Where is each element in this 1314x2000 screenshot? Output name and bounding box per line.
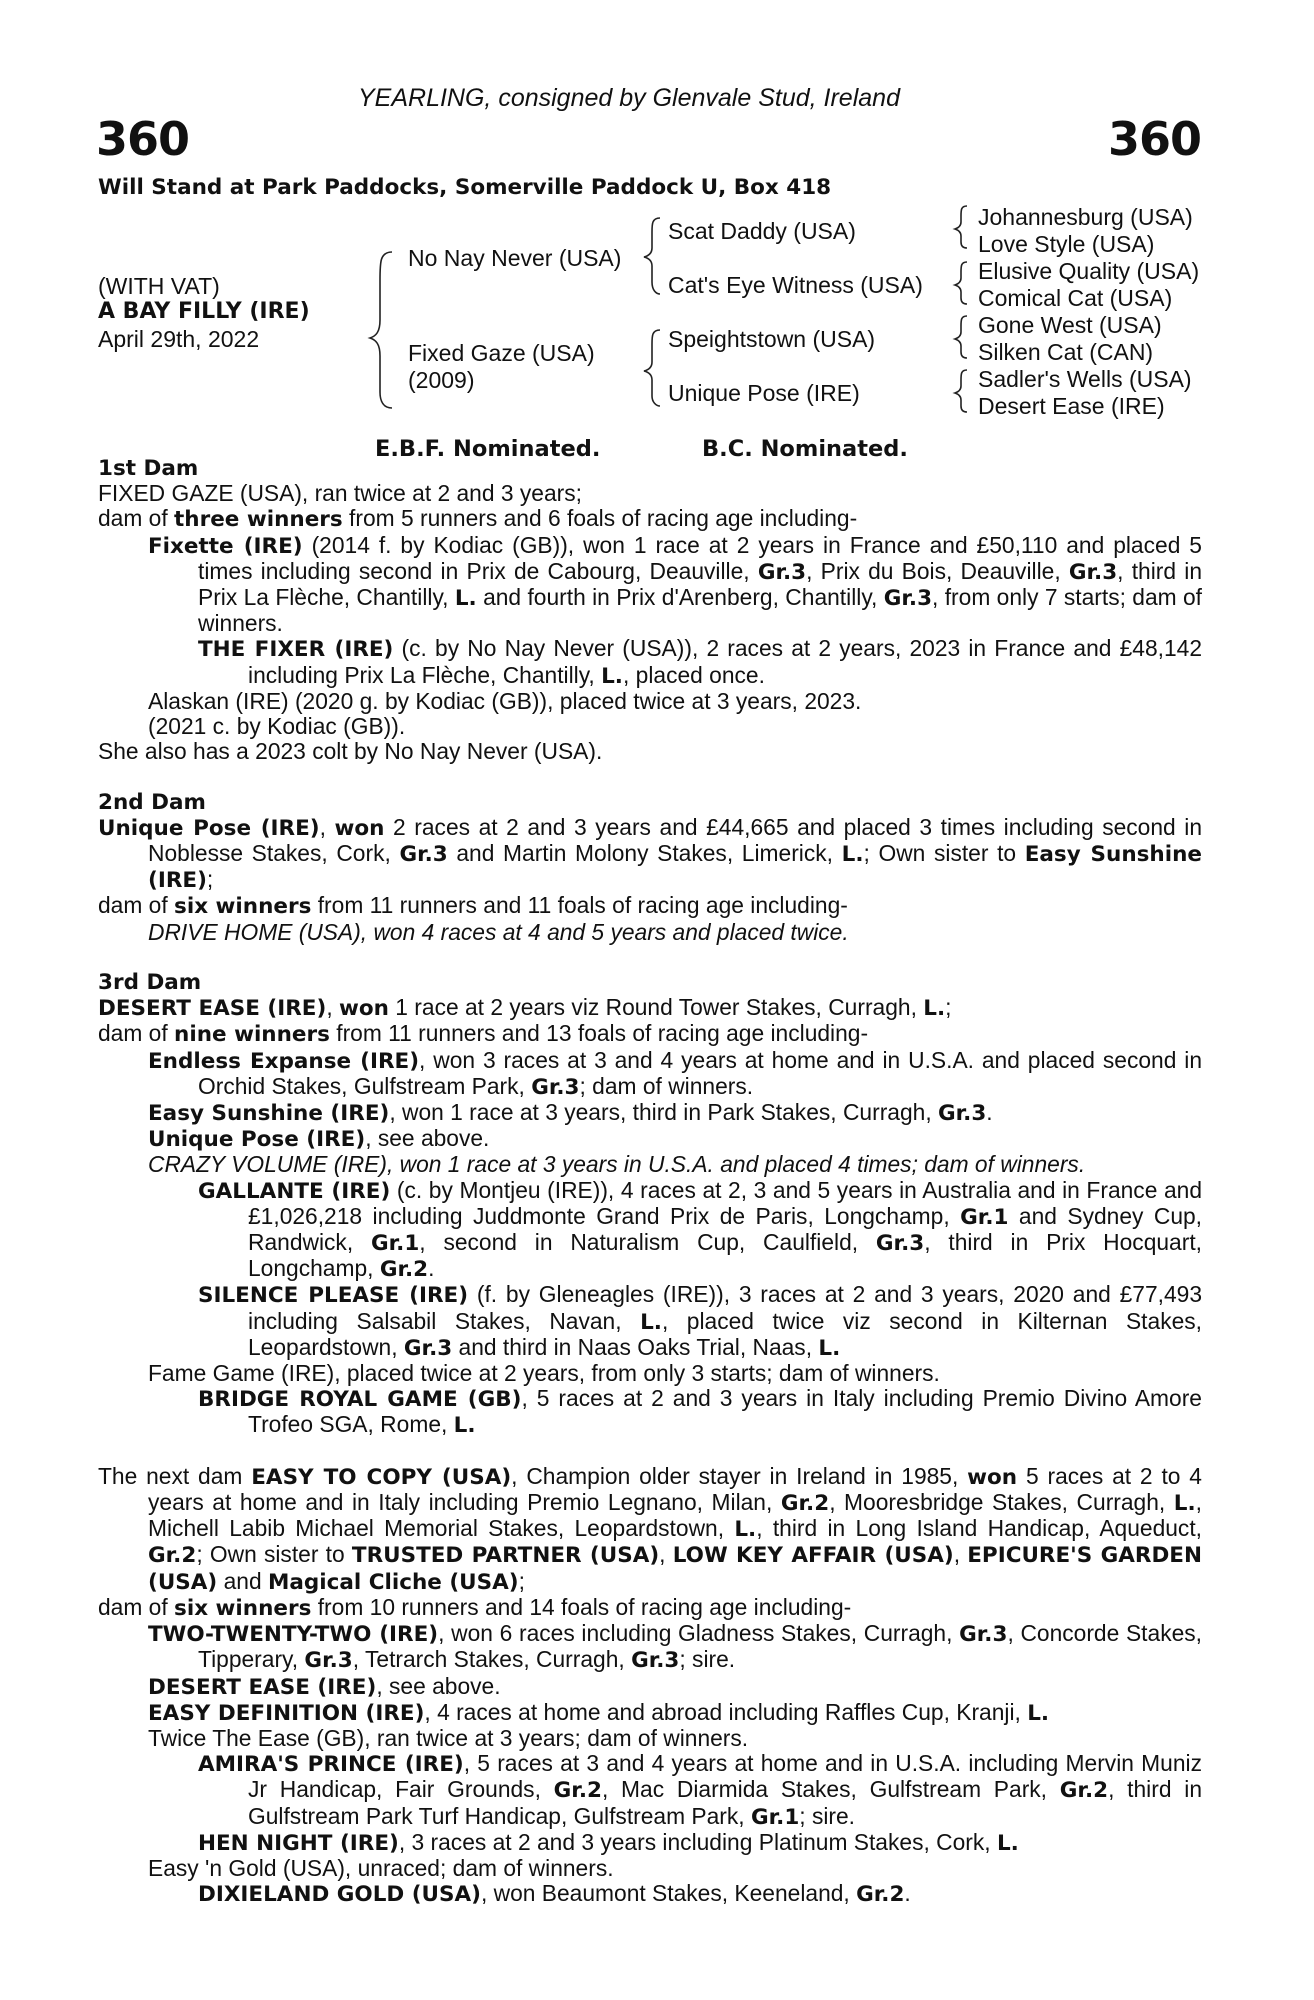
second-dam-produce: dam of six winners from 11 runners and 11 foals of racing age including- bbox=[98, 892, 848, 920]
progeny-hen-night: HEN NIGHT (IRE), 3 races at 2 and 3 years including Platinum Stakes, Cork, L. bbox=[198, 1828, 1019, 1856]
ds-brace bbox=[955, 316, 967, 358]
progeny-unique-pose: Unique Pose (IRE), see above. bbox=[148, 1125, 490, 1153]
second-dam-record: Unique Pose (IRE), won 2 races at 2 and 3 years and £44,665 and placed 3 times including second in Noblesse Stakes, Cork, Gr.3 and Martin Molony Stakes, Limerick, L.; Own sister to Easy Sunshine (IRE); bbox=[98, 813, 1203, 894]
third-dam-heading: 3rd Dam bbox=[98, 970, 202, 996]
foaling-date: April 29th, 2022 bbox=[98, 326, 260, 352]
progeny-desert-ease: DESERT EASE (IRE), see above. bbox=[148, 1672, 501, 1700]
vat-note: (WITH VAT) bbox=[98, 273, 220, 299]
catalogue-body bbox=[98, 456, 1202, 1907]
dd-brace bbox=[955, 370, 967, 412]
sd-dam: Comical Cat (USA) bbox=[978, 285, 1173, 311]
ss-dam: Love Style (USA) bbox=[978, 231, 1155, 257]
progeny-easy-sunshine: Easy Sunshine (IRE), won 1 race at 3 years, third in Park Stakes, Curragh, Gr.3. bbox=[148, 1099, 993, 1127]
dd-sire: Sadler's Wells (USA) bbox=[978, 366, 1192, 392]
progeny-alaskan: Alaskan (IRE) (2020 g. by Kodiac (GB)), placed twice at 3 years, 2023. bbox=[148, 687, 862, 714]
progeny-endless-expanse: Endless Expanse (IRE), won 3 races at 3 and 4 years at home and in U.S.A. and placed second in Orchid Stakes, Gulfstream Park, Gr.3; dam of winners. bbox=[148, 1046, 1203, 1100]
sire-brace bbox=[644, 218, 660, 294]
bc-nomination: B.C. Nominated. bbox=[702, 436, 908, 462]
progeny-drive-home: DRIVE HOME (USA), won 4 races at 4 and 5 years and placed twice. bbox=[148, 918, 849, 945]
ds-dam: Silken Cat (CAN) bbox=[978, 339, 1154, 365]
progeny-2021-colt: (2021 c. by Kodiac (GB)). bbox=[148, 713, 406, 740]
next-dam-produce: dam of six winners from 10 runners and 14 foals of racing age including- bbox=[98, 1593, 852, 1621]
progeny-twice-the-ease: Twice The Ease (GB), ran twice at 3 years; dam of winners. bbox=[148, 1724, 749, 1751]
sire-name: No Nay Never (USA) bbox=[408, 245, 622, 271]
sire-sire: Scat Daddy (USA) bbox=[668, 218, 856, 244]
consignment-subtitle: YEARLING, consigned by Glenvale Stud, Ireland bbox=[358, 84, 900, 112]
ds-sire: Gone West (USA) bbox=[978, 312, 1162, 338]
horse-name: A BAY FILLY (IRE) bbox=[98, 299, 310, 324]
dd-dam: Desert Ease (IRE) bbox=[978, 393, 1165, 419]
progeny-bridge-royal-game: BRIDGE ROYAL GAME (GB), 5 races at 2 and 3 years in Italy including Premio Divino Amore Trofeo SGA, Rome, L. bbox=[198, 1385, 1202, 1439]
progeny-easy-definition: EASY DEFINITION (IRE), 4 races at home and abroad including Raffles Cup, Kranji, L. bbox=[148, 1698, 1050, 1726]
dam-dam: Unique Pose (IRE) bbox=[668, 380, 860, 406]
main-brace bbox=[370, 252, 392, 408]
first-dam-heading: 1st Dam bbox=[98, 456, 199, 481]
progeny-dixieland-gold: DIXIELAND GOLD (USA), won Beaumont Stakes, Keeneland, Gr.2. bbox=[198, 1880, 911, 1908]
third-dam-produce: dam of nine winners from 11 runners and 13 foals of racing age including- bbox=[98, 1020, 869, 1048]
progeny-2023-colt: She also has a 2023 colt by No Nay Never (USA). bbox=[98, 738, 603, 765]
sire-dam: Cat's Eye Witness (USA) bbox=[668, 272, 923, 298]
progeny-gallante: GALLANTE (IRE) (c. by Montjeu (IRE)), 4 races at 2, 3 and 5 years in Australia and in France and £1,026,218 including Juddmonte Grand Prix de Paris, Longchamp, Gr.1 and Sydney Cup, Randwick, Gr.1, second in Naturalism Cup, Caulfield, Gr.3, third in Prix Hocquart, Longchamp, Gr.2. bbox=[198, 1176, 1203, 1283]
horse-the-fixer: THE FIXER (IRE) bbox=[198, 637, 394, 663]
ss-brace bbox=[955, 206, 967, 248]
sd-sire: Elusive Quality (USA) bbox=[978, 258, 1200, 284]
dam-brace bbox=[644, 330, 660, 406]
lot-number-right: 360 bbox=[1108, 112, 1202, 166]
progeny-fame-game: Fame Game (IRE), placed twice at 2 years, from only 3 starts; dam of winners. bbox=[148, 1360, 940, 1387]
horse-fixette: Fixette (IRE) bbox=[148, 533, 303, 559]
progeny-silence-please: SILENCE PLEASE (IRE) (f. by Gleneagles (IRE)), 3 races at 2 and 3 years, 2020 and £77,493 including Salsabil Stakes, Navan, L., placed twice viz second in Kilternan Stakes, Leopardstown, Gr.3 and third in Naas Oaks Trial, Naas, L. bbox=[198, 1281, 1203, 1361]
progeny-easy-n-gold: Easy 'n Gold (USA), unraced; dam of winners. bbox=[148, 1854, 614, 1881]
sd-brace bbox=[955, 262, 967, 304]
dam-year: (2009) bbox=[408, 367, 475, 393]
next-dam-record: The next dam EASY TO COPY (USA), Champion older stayer in Ireland in 1985, won 5 races at 2 to 4 years at home and in Italy including Premio Legnano, Milan, Gr.2, Mooresbridge Stakes, Curragh, L., Michell Labib Michael Memorial Stakes, Leopardstown, L., third in Long Island Handicap, Aqueduct, Gr.2; Own sister to TRUSTED PARTNER (USA), LOW KEY AFFAIR (USA), EPICURE'S GARDEN (USA) and Magical Cliche (USA); bbox=[98, 1462, 1203, 1595]
progeny-crazy-volume: CRAZY VOLUME (IRE), won 1 race at 3 years in U.S.A. and placed 4 times; dam of winners. bbox=[148, 1151, 1086, 1178]
progeny-the-fixer: THE FIXER (IRE) (c. by No Nay Never (USA)), 2 races at 2 years, 2023 in France and £48,142 including Prix La Flèche, Chantilly, L., placed once. bbox=[198, 635, 1202, 689]
first-dam-produce: dam of three winners from 5 runners and 6 foals of racing age including- bbox=[98, 505, 858, 533]
progeny-fixette: Fixette (IRE) (2014 f. by Kodiac (GB)), won 1 race at 2 years in France and £50,110 and placed 5 times including second in Prix de Cabourg, Deauville, Gr.3, Prix du Bois, Deauville, Gr.3, third in Prix La Flèche, Chantilly, L. and fourth in Prix d'Arenberg, Chantilly, Gr.3, from only 7 starts; dam of winners. bbox=[148, 531, 1202, 637]
dam-name: Fixed Gaze (USA) bbox=[408, 340, 595, 366]
stand-location: Will Stand at Park Paddocks, Somerville Paddock U, Box 418 bbox=[98, 175, 832, 200]
progeny-amiras-prince: AMIRA'S PRINCE (IRE), 5 races at 3 and 4 years at home and in U.S.A. including Mervin Muniz Jr Handicap, Fair Grounds, Gr.2, Mac Diarmida Stakes, Gulfstream Park, Gr.2, third in Gulfstream Park Turf Handicap, Gulfstream Park, Gr.1; sire. bbox=[198, 1750, 1202, 1830]
third-dam-record: DESERT EASE (IRE), won 1 race at 2 years viz Round Tower Stakes, Curragh, L.; bbox=[98, 994, 952, 1022]
dam-sire: Speightstown (USA) bbox=[668, 326, 876, 352]
first-dam-summary: FIXED GAZE (USA), ran twice at 2 and 3 years; bbox=[98, 480, 582, 507]
second-dam-heading: 2nd Dam bbox=[98, 789, 206, 815]
lot-number-left: 360 bbox=[96, 112, 190, 166]
ebf-nomination: E.B.F. Nominated. bbox=[375, 436, 601, 462]
ss-sire: Johannesburg (USA) bbox=[978, 204, 1193, 230]
progeny-two-twenty-two: TWO-TWENTY-TWO (IRE), won 6 races including Gladness Stakes, Curragh, Gr.3, Concorde Stakes, Tipperary, Gr.3, Tetrarch Stakes, Curragh, Gr.3; sire. bbox=[148, 1620, 1202, 1674]
